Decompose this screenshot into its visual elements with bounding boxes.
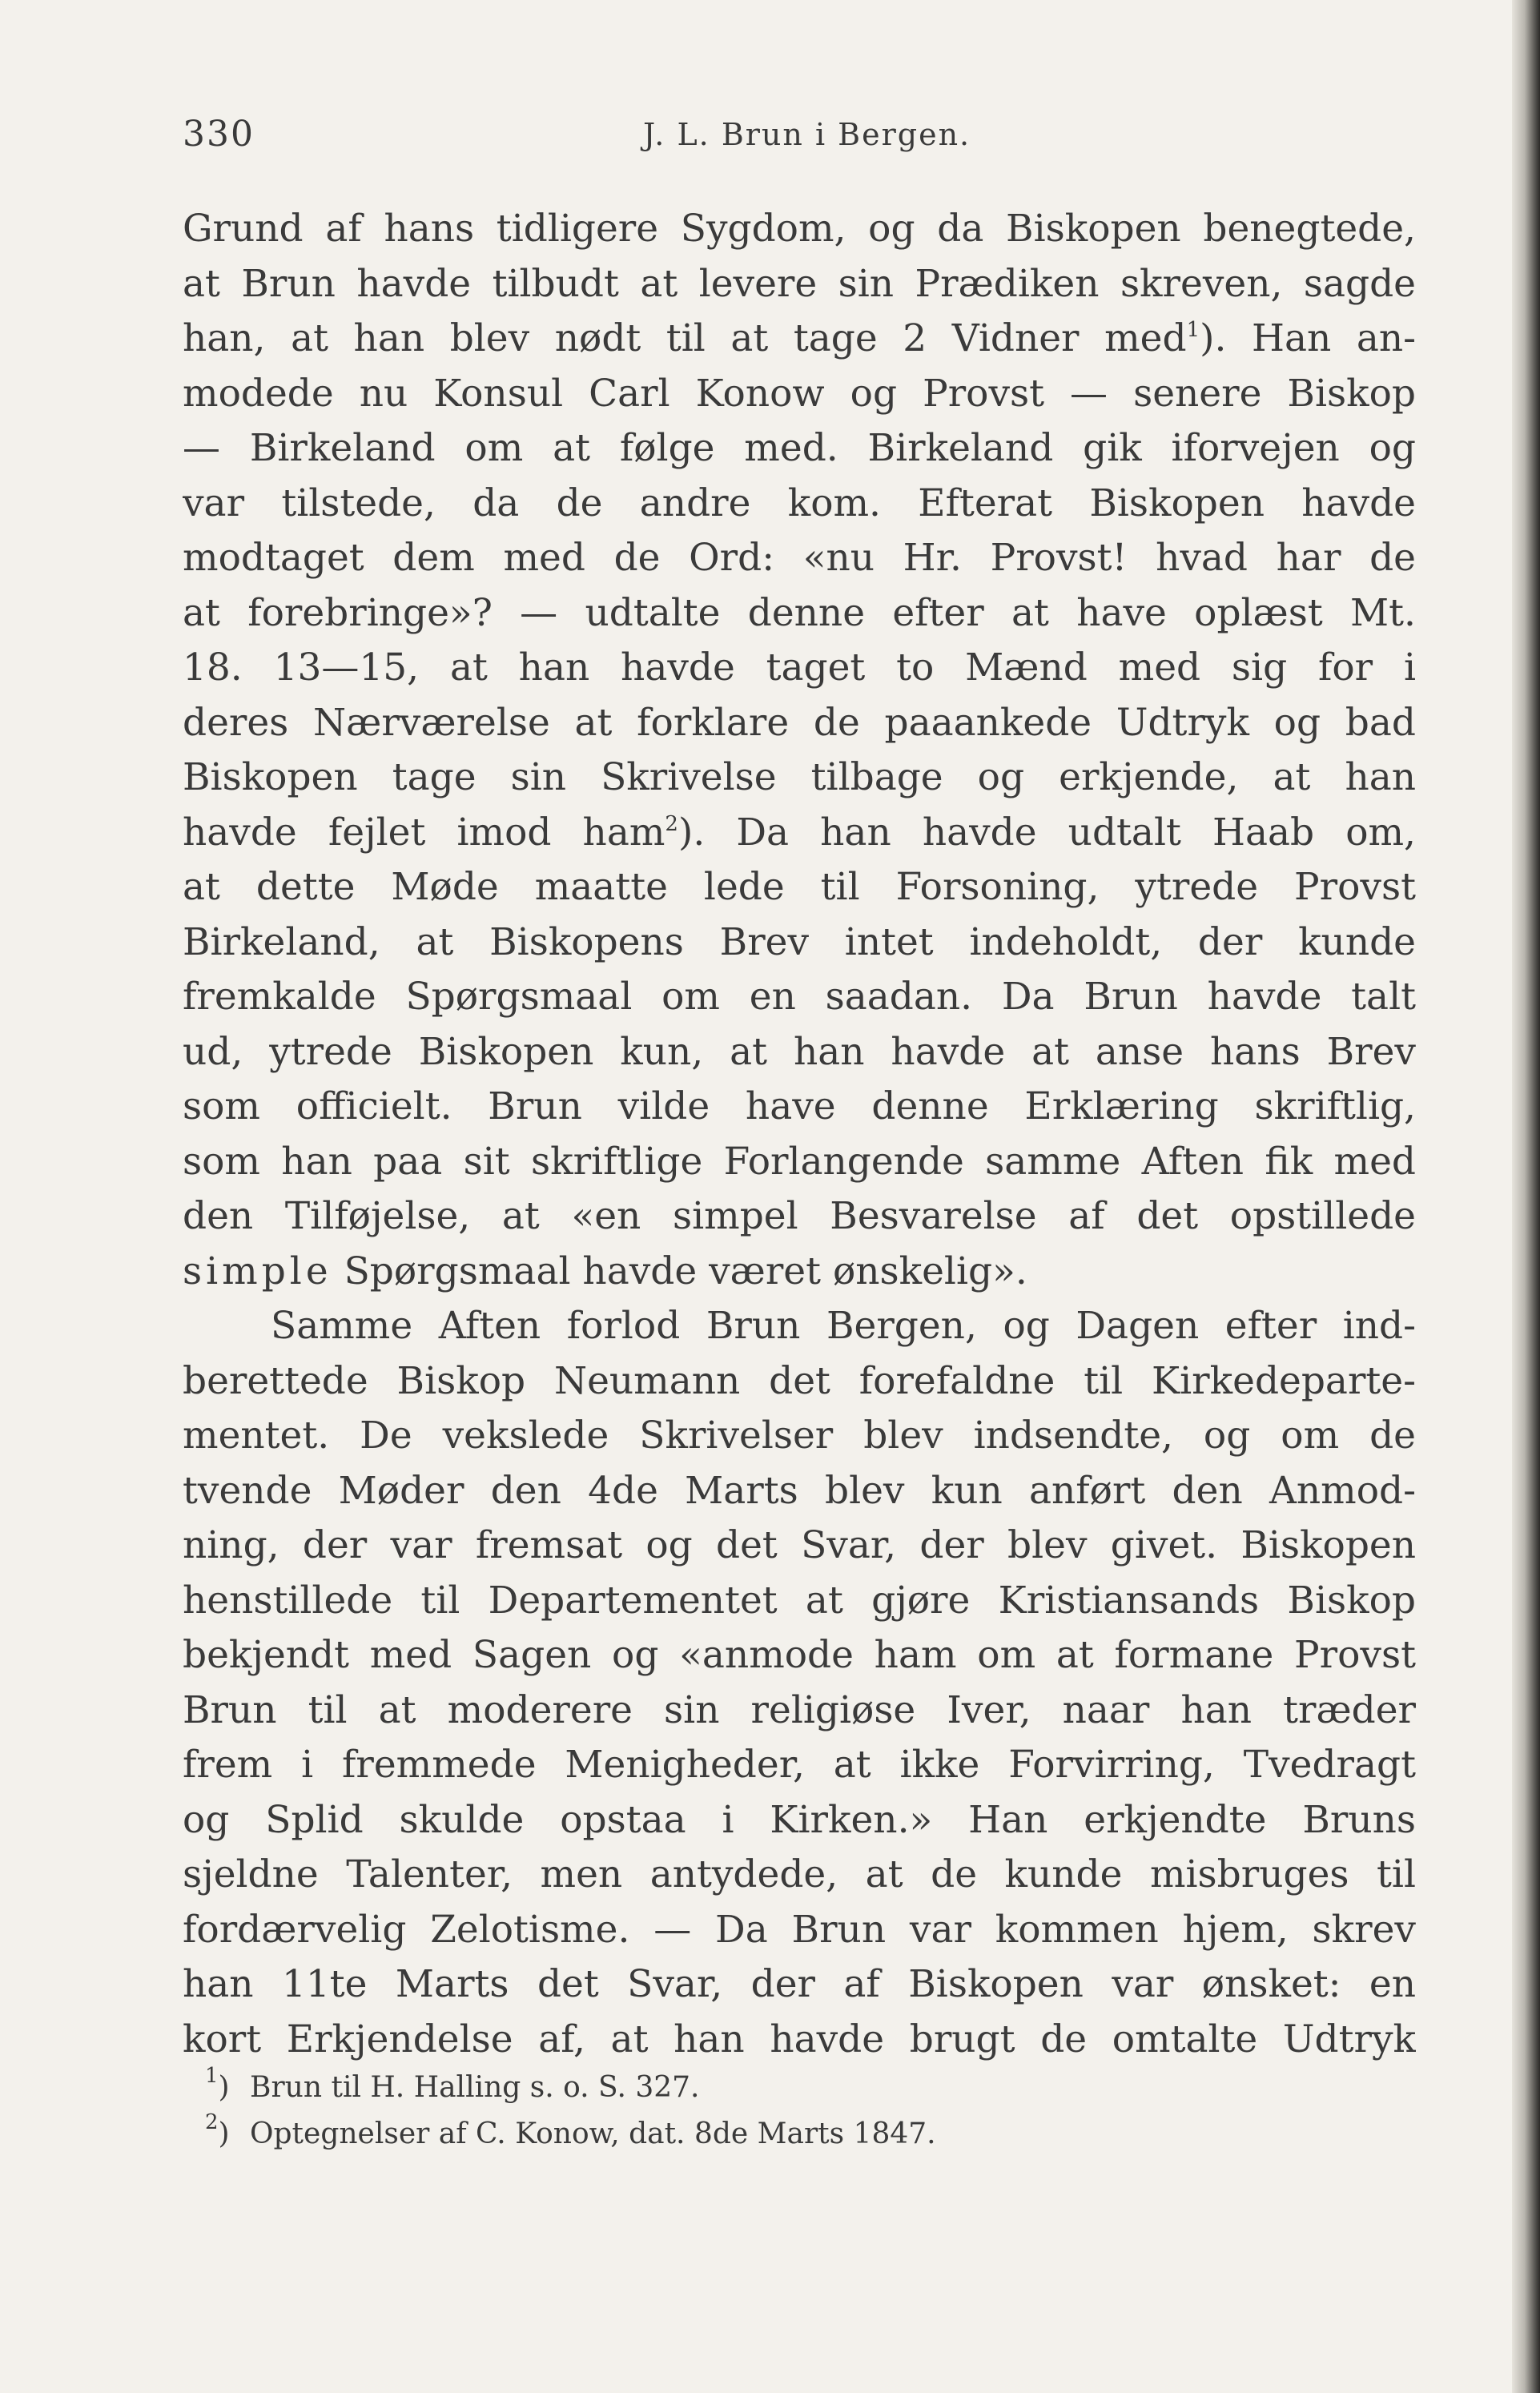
text-line-part: han, at han blev nødt til at tage 2 Vidner med [183, 316, 1187, 360]
footnotes [183, 2065, 1416, 2158]
footnote-text: Optegnelser af C. Konow, dat. 8de Marts 1847. [250, 2118, 936, 2150]
text-line: berettede Biskop Neumann det forefaldne til Kirkedeparte- [183, 1358, 1416, 1403]
text-line: som officielt. Brun vilde have denne Erklæring skriftlig, [183, 1084, 1416, 1128]
text-line: Biskopen tage sin Skrivelse tilbage og erkjende, at han [183, 755, 1416, 799]
text-line: bekjendt med Sagen og «anmode ham om at formane Provst [183, 1633, 1416, 1677]
body-text [183, 202, 1416, 2067]
text-line-part: . Da han havde udtalt Haab om, [693, 810, 1416, 855]
text-line: kort Erkjendelse af, at han havde brugt de omtalte Udtryk [183, 2017, 1416, 2061]
text-line: frem i fremmede Menigheder, at ikke Forvirring, Tvedragt [183, 1743, 1416, 1787]
footnote-reference: 1 [1186, 318, 1200, 342]
text-line: ning, der var fremsat og det Svar, der blev givet. Biskopen [183, 1523, 1416, 1567]
text-line: den Tilføjelse, at «en simpel Besvarelse af det opstillede [183, 1194, 1416, 1238]
text-line: han, at han blev nødt til at tage 2 Vidner med$^1$). Han an- [183, 316, 1416, 360]
text-line: at forebringe»? — udtalte denne efter at have oplæst Mt. [183, 590, 1416, 635]
running-head: J. L. Brun i Bergen. [643, 117, 971, 152]
page-edge-shadow [1512, 0, 1540, 2393]
text-line: Samme Aften forlod Brun Bergen, og Dagen efter ind- [271, 1304, 1416, 1348]
text-line: som han paa sit skriftlige Forlangende samme Aften fik med [183, 1139, 1416, 1184]
footnote-marker: $^1$) [205, 2064, 230, 2104]
page-header [183, 111, 1432, 159]
text-line: havde fejlet imod ham$^2$). Da han havde udtalt Haab om, [183, 810, 1416, 855]
text-line: Grund af hans tidligere Sygdom, og da Biskopen benegtede, [183, 207, 1416, 251]
footnote [183, 2065, 1416, 2111]
footnote-reference: 2 [665, 811, 678, 836]
text-line-part: havde fejlet imod ham [183, 810, 665, 855]
text-line: og Splid skulde opstaa i Kirken.» Han erkjendte Bruns [183, 1797, 1416, 1842]
text-line: mentet. De vekslede Skrivelser blev indsendte, og om de [183, 1414, 1416, 1458]
text-line: — Birkeland om at følge med. Birkeland gik iforvejen og [183, 426, 1416, 470]
text-line: henstillede til Departementet at gjøre Kristiansands Biskop [183, 1578, 1416, 1623]
footnote-text: Brun til H. Halling s. o. S. 327. [250, 2071, 700, 2104]
page-number: 330 [183, 114, 255, 155]
text-line: tvende Møder den 4de Marts blev kun anført den Anmod- [183, 1468, 1416, 1513]
text-line: ud, ytrede Biskopen kun, at han havde at anse hans Brev [183, 1029, 1416, 1074]
emphasized-word: simple [183, 1249, 332, 1293]
text-line: fordærvelig Zelotisme. — Da Brun var kommen hjem, skrev [183, 1907, 1416, 1952]
footnote [183, 2111, 1416, 2158]
text-line: deres Nærværelse at forklare de paaankede Udtryk og bad [183, 700, 1416, 745]
text-line: sjeldne Talenter, men antydede, at de kunde misbruges til [183, 1852, 1416, 1896]
text-line: Brun til at moderere sin religiøse Iver, naar han træder [183, 1687, 1416, 1732]
text-line-part: . Han an- [1214, 316, 1416, 360]
text-line: var tilstede, da de andre kom. Efterat Biskopen havde [183, 481, 1416, 525]
text-line [183, 1245, 1416, 1300]
footnote-marker: $^2$) [205, 2110, 230, 2150]
text-line: fremkalde Spørgsmaal om en saadan. Da Brun havde talt [183, 975, 1416, 1019]
text-line: Birkeland, at Biskopens Brev intet indeholdt, der kunde [183, 919, 1416, 964]
text-line: at Brun havde tilbudt at levere sin Prædiken skreven, sagde [183, 261, 1416, 306]
text-line: 18. 13—15, at han havde taget to Mænd med sig for i [183, 646, 1416, 690]
text-line: modtaget dem med de Ord: «nu Hr. Provst! hvad har de [183, 536, 1416, 580]
text-line: at dette Møde maatte lede til Forsoning, ytrede Provst [183, 865, 1416, 909]
text-line-part: Spørgsmaal havde været ønskelig». [332, 1249, 1027, 1293]
text-line: modede nu Konsul Carl Konow og Provst — senere Biskop [183, 371, 1416, 416]
text-line: han 11te Marts det Svar, der af Biskopen var ønsket: en [183, 1962, 1416, 2006]
